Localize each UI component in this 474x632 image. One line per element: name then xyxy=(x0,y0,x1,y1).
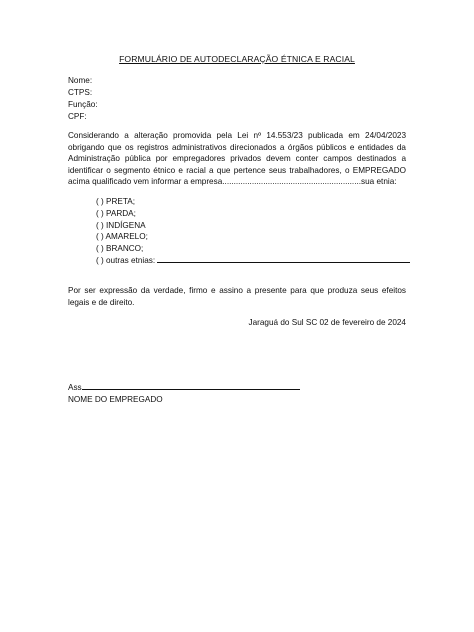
option-other-label: ( ) outras etnias: xyxy=(96,255,156,265)
option-amarelo: ( ) AMARELO; xyxy=(96,232,148,242)
other-ethnicity-blank-line xyxy=(157,255,410,263)
signature-line xyxy=(82,382,300,390)
identification-fields xyxy=(68,75,98,123)
document-title-text: FORMULÁRIO DE AUTODECLARAÇÃO ÉTNICA E RACIAL xyxy=(119,54,355,64)
option-indigena: ( ) INDÍGENA xyxy=(96,220,146,230)
ethnicity-options xyxy=(96,196,410,267)
declaration-paragraph xyxy=(68,130,406,188)
field-function-label: Função: xyxy=(68,100,98,109)
signature-block xyxy=(68,382,300,406)
signature-row xyxy=(68,382,300,394)
field-ctps-label: CTPS: xyxy=(68,88,93,97)
date-line: Jaraguá do Sul SC 02 de fevereiro de 2024 xyxy=(248,318,406,327)
declaration-paragraph-text: Considerando a alteração promovida pela Lei nº 14.553/23 publicada em 24/04/2023 obrigando que os registros administrativos direcionados a órgãos públicos e entidades da Administração pública por empregadores privados devem conter campos destinados a identificar o segmento étnico e racial a que pertence seus trabalhadores, o EMPREGADO acima qualificado vem informar a empresa.............................................................sua etnia: xyxy=(68,131,406,186)
signature-prefix: Ass xyxy=(68,383,82,392)
option-parda: ( ) PARDA; xyxy=(96,208,136,218)
document-title xyxy=(0,54,474,64)
option-branco: ( ) BRANCO; xyxy=(96,244,144,254)
employee-name-label: NOME DO EMPREGADO xyxy=(68,395,163,404)
field-cpf-label: CPF: xyxy=(68,112,87,121)
option-preta: ( ) PRETA; xyxy=(96,197,135,206)
field-name-label: Nome: xyxy=(68,76,93,85)
closing-paragraph xyxy=(68,285,406,308)
option-other-row xyxy=(96,255,410,267)
closing-paragraph-text: Por ser expressão da verdade, firmo e assino a presente para que produza seus efeitos legais e de direito. xyxy=(68,286,406,307)
